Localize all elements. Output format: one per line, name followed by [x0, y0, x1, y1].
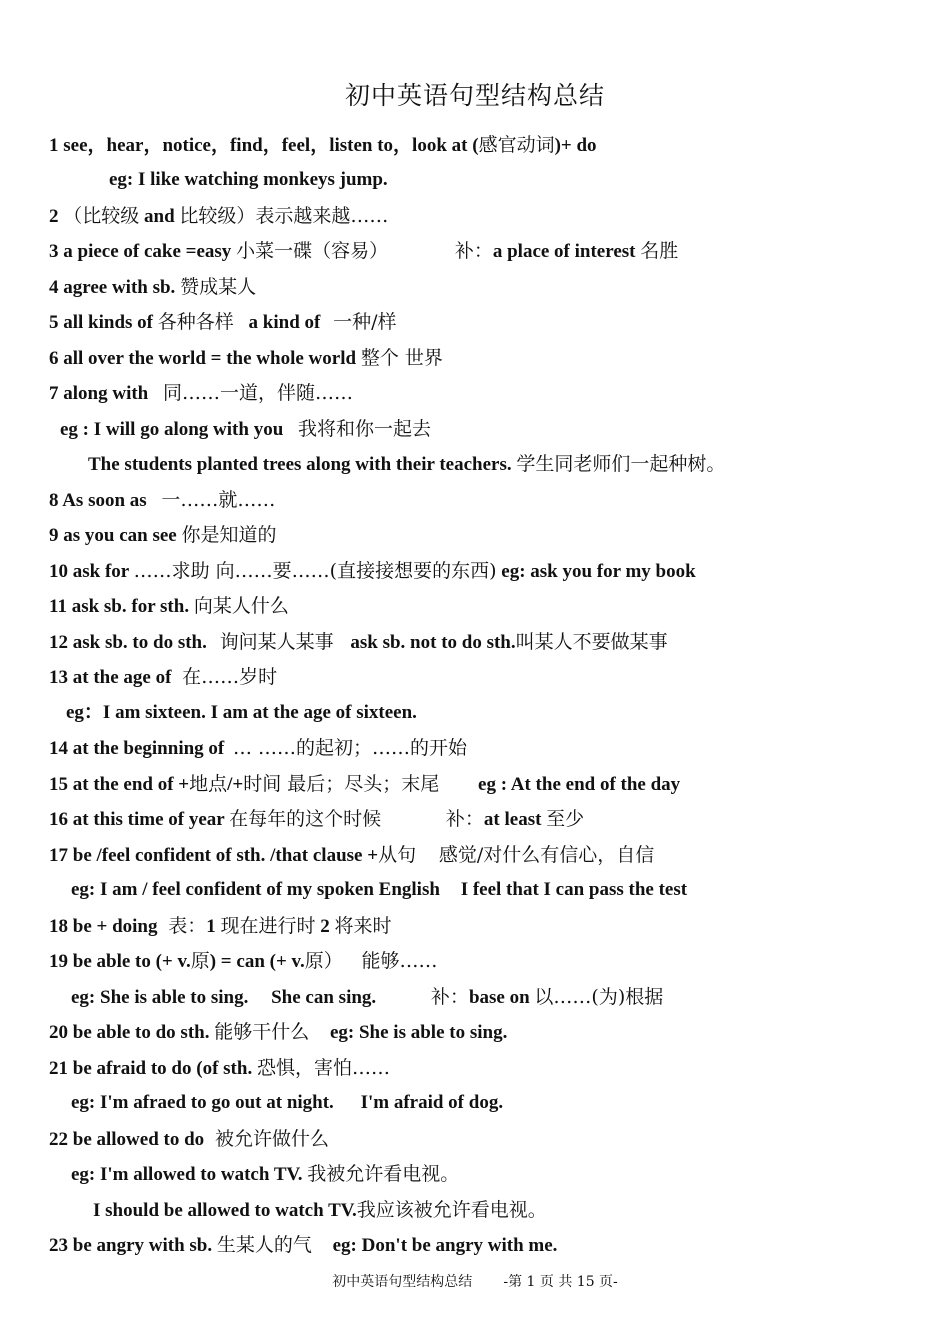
line-text: eg：I am sixteen. I am at the age of sixteen.: [66, 702, 417, 723]
line-text: 3 a piece of cake =easy: [49, 241, 232, 262]
line-text: 8 As soon as: [49, 490, 147, 511]
line-text: /+: [227, 774, 244, 795]
line-chinese: 向某人什么: [193, 595, 289, 617]
line-text: 4 agree with sb.: [49, 277, 176, 298]
line-9: [49, 522, 277, 549]
line-chinese: 将来时: [334, 915, 392, 937]
line-13: [49, 664, 277, 691]
line-text: eg: She is able to sing.: [71, 987, 249, 1008]
page-footer: 初中英语句型结构总结 -第 1 页 共 15 页-: [332, 1274, 618, 1290]
line-chinese: 恐惧，害怕……: [256, 1057, 390, 1079]
line-chinese: 时间 最后；尽头；末尾: [243, 773, 440, 795]
line-chinese: 叫某人不要做某事: [515, 631, 668, 653]
line-18: [49, 913, 392, 940]
line-text: 15 at the end of +: [49, 774, 190, 795]
line-6: [49, 345, 443, 372]
line-chinese: 询问某人某事: [219, 631, 334, 653]
line-chinese: 我被允许看电视。: [307, 1163, 460, 1185]
line-text: 12 ask sb. to do sth.: [49, 632, 207, 653]
line-20: [49, 1019, 507, 1046]
line-chinese: 一……就……: [161, 489, 276, 511]
line-text: 17 be /feel confident of sth. /that clause +: [49, 845, 379, 866]
line-17: [49, 842, 654, 869]
line-text: I should be allowed to watch TV.: [93, 1200, 357, 1221]
line-23: [49, 1232, 557, 1259]
line-chinese: 原）: [304, 950, 343, 972]
line-22-example-2: [93, 1197, 547, 1224]
line-chinese: 能够干什么: [214, 1021, 310, 1043]
line-chinese: 同……一道，伴随……: [163, 382, 354, 404]
line-chinese: 赞成某人: [180, 276, 257, 298]
line-chinese: 以……(为)根据: [534, 986, 664, 1008]
line-text: 13 at the age of: [49, 667, 172, 688]
line-text: 5 all kinds of: [49, 312, 154, 333]
line-text: 22 be allowed to do: [49, 1129, 205, 1150]
line-text: I'm afraid of dog.: [360, 1092, 504, 1113]
line-chinese: 被允许做什么: [214, 1128, 329, 1150]
line-5: [49, 309, 397, 336]
line-text: at least: [483, 809, 542, 830]
line-text: ) = can (+ v.: [209, 951, 305, 972]
line-7: [49, 380, 353, 407]
line-chinese: 能够……: [361, 950, 438, 972]
line-2: [49, 203, 388, 230]
line-7-example: [60, 416, 431, 443]
line-text: 1: [206, 916, 216, 937]
line-text: 16 at this time of year: [49, 809, 225, 830]
line-chinese: 补：: [430, 986, 469, 1008]
line-chinese: … ……的起初；……的开始: [233, 737, 468, 759]
line-chinese: ……求助 向……要……(直接接想要的东西): [133, 560, 497, 582]
line-text: 7 along with: [49, 383, 149, 404]
line-chinese: 补：: [454, 240, 493, 262]
line-text: eg: Don't be angry with me.: [332, 1235, 558, 1256]
line-text: 9 as you can see: [49, 525, 177, 546]
line-text: 21 be afraid to do (of sth.: [49, 1058, 253, 1079]
line-chinese: 小菜一碟（容易）: [236, 240, 389, 262]
line-chinese: 整个 世界: [360, 347, 443, 369]
line-chinese: 感官动词: [478, 134, 555, 156]
line-4: [49, 274, 256, 301]
line-chinese: 现在进行时: [220, 915, 316, 937]
line-22: [49, 1126, 329, 1153]
line-1: [49, 132, 597, 159]
line-chinese: 一种/样: [333, 311, 397, 333]
line-text: ask sb. not to do sth.: [350, 632, 516, 653]
line-chinese: 生某人的气: [216, 1234, 312, 1256]
line-chinese: 地点: [189, 773, 228, 795]
line-chinese: 名胜: [640, 240, 679, 262]
line-text: 20 be able to do sth.: [49, 1022, 210, 1043]
line-3: [49, 238, 678, 265]
line-text: She can sing.: [271, 987, 377, 1008]
line-22-example: [71, 1161, 459, 1188]
line-chinese: 在每年的这个时候: [229, 808, 382, 830]
line-chinese: 我将和你一起去: [298, 418, 432, 440]
line-text: The students planted trees along with their teachers.: [88, 454, 512, 475]
line-text: 19 be able to (+ v.: [49, 951, 191, 972]
line-12: [49, 629, 668, 656]
line-chinese: 原: [190, 950, 210, 972]
line-text: eg: She is able to sing.: [329, 1022, 508, 1043]
line-text: base on: [468, 987, 530, 1008]
line-21: [49, 1055, 390, 1082]
line-text: eg : I will go along with you: [60, 419, 284, 440]
line-15: [49, 771, 680, 798]
line-21-example: [71, 1090, 503, 1116]
line-text: and: [144, 206, 175, 227]
line-text: a kind of: [248, 312, 321, 333]
line-chinese: 学生同老师们一起种树。: [516, 453, 726, 475]
line-text: eg: I'm allowed to watch TV.: [71, 1164, 303, 1185]
line-text: 1 see，hear，notice，find，feel，listen to，look at (: [49, 135, 479, 156]
line-text: eg: I'm afraed to go out at night.: [71, 1092, 334, 1113]
line-text: eg : At the end of the day: [478, 774, 681, 795]
document-title: 初中英语句型结构总结: [344, 81, 605, 110]
line-8: [49, 487, 275, 514]
line-chinese: 从句: [378, 844, 417, 866]
line-text: 23 be angry with sb.: [49, 1235, 213, 1256]
line-10: [49, 558, 696, 585]
line-text: 18 be + doing: [49, 916, 158, 937]
line-chinese: 至少: [546, 808, 585, 830]
line-19: [49, 948, 438, 975]
line-chinese: 感觉/对什么有信心，自信: [438, 844, 655, 866]
line-chinese: 各种各样: [157, 311, 234, 333]
line-chinese: 比较级）表示越来越……: [179, 205, 389, 227]
line-13-example: [66, 700, 417, 726]
line-16: [49, 806, 584, 833]
line-chinese: 补：: [445, 808, 484, 830]
line-text: 6 all over the world = the whole world: [49, 348, 357, 369]
line-text: eg: ask you for my book: [501, 561, 696, 582]
line-19-example: [71, 984, 663, 1011]
line-7-example-2: [88, 451, 725, 478]
line-text: eg: I like watching monkeys jump.: [109, 169, 388, 190]
line-chinese: 你是知道的: [181, 524, 277, 546]
line-chinese: 我应该被允许看电视。: [356, 1199, 547, 1221]
line-text: 10 ask for: [49, 561, 129, 582]
line-text: 2: [49, 206, 59, 227]
line-11: [49, 593, 289, 620]
line-chinese: 表：: [168, 915, 207, 937]
line-chinese: （比较级: [63, 205, 140, 227]
line-chinese: 在……岁时: [182, 666, 278, 688]
line-17-example: [71, 877, 687, 903]
line-text: )+ do: [554, 135, 597, 156]
line-text: a place of interest: [492, 241, 636, 262]
line-text: eg: I am / feel confident of my spoken English: [71, 879, 440, 900]
line-text: 2: [320, 916, 330, 937]
line-1-example: [109, 167, 388, 193]
line-text: I feel that I can pass the test: [460, 879, 688, 900]
line-text: 11 ask sb. for sth.: [49, 596, 190, 617]
line-14: [49, 735, 467, 762]
line-text: 14 at the beginning of: [49, 738, 225, 759]
